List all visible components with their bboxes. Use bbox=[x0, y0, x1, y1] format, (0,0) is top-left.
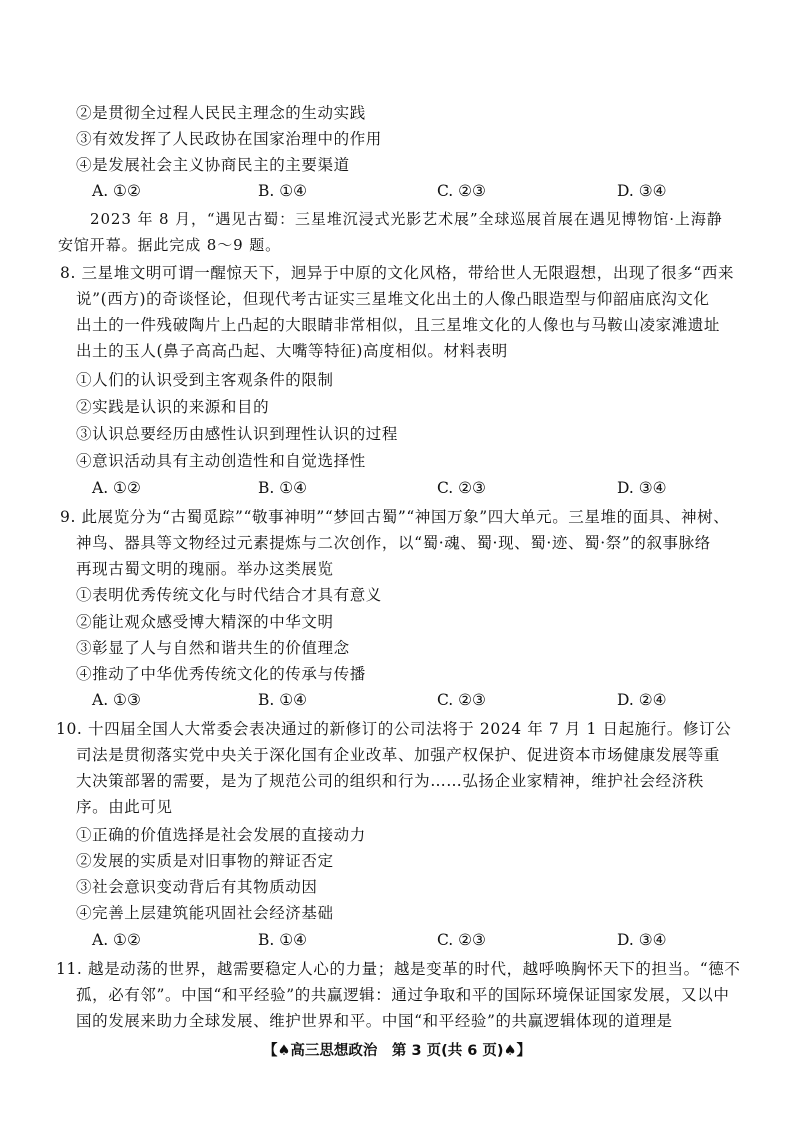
q10-options bbox=[0, 930, 794, 950]
option-c: C. ②③ bbox=[437, 479, 486, 497]
intro-line-2: 安馆开幕。据此完成 8～9 题。 bbox=[58, 236, 282, 254]
q9-choice-1: ①表明优秀传统文化与时代结合才具有意义 bbox=[76, 586, 382, 604]
q8-choice-1: ①人们的认识受到主客观条件的限制 bbox=[76, 371, 334, 389]
option-c: C. ②③ bbox=[437, 931, 486, 949]
q8-choice-4: ④意识活动具有主动创造性和自觉选择性 bbox=[76, 452, 366, 470]
q10-choice-4: ④完善上层建筑能巩固社会经济基础 bbox=[76, 904, 334, 922]
option-a: A. ①② bbox=[92, 479, 141, 497]
q10-stem-line-4: 序。由此可见 bbox=[76, 798, 173, 816]
q8-stem-line-4: 出土的玉人(鼻子高高凸起、大嘴等特征)高度相似。材料表明 bbox=[76, 342, 508, 360]
q9-stem-line-2: 神鸟、器具等文物经过元素提炼与二次创作，以“蜀·魂、蜀·现、蜀·迹、蜀·祭”的叙事脉络 bbox=[76, 534, 711, 552]
intro-line-1: 2023 年 8 月，“遇见古蜀：三星堆沉浸式光影艺术展”全球巡展首展在遇见博物馆·上海静 bbox=[90, 210, 723, 228]
q7-choice-3: ③有效发挥了人民政协在国家治理中的作用 bbox=[76, 130, 382, 148]
q8-choice-3: ③认识总要经历由感性认识到理性认识的过程 bbox=[76, 425, 399, 443]
q8-stem-line-3: 出土的一件残破陶片上凸起的大眼睛非常相似，且三星堆文化的人像也与马鞍山凌家滩遗址 bbox=[76, 316, 721, 334]
q10-choice-3: ③社会意识变动背后有其物质动因 bbox=[76, 878, 318, 896]
page-footer: 【♠高三思想政治 第 3 页(共 6 页)♠】 bbox=[262, 1043, 532, 1059]
q10-stem-line-3: 大决策部署的需要，是为了规范公司的组织和行为……弘扬企业家精神，维护社会经济秩 bbox=[76, 772, 704, 790]
q7-options bbox=[0, 181, 794, 201]
q9-stem-line-1: 9. 此展览分为“古蜀觅踪”“敬事神明”“梦回古蜀”“神国万象”四大单元。三星堆的面具、神树、 bbox=[60, 508, 730, 526]
option-b: B. ①④ bbox=[258, 691, 308, 709]
q10-choice-1: ①正确的价值选择是社会发展的直接动力 bbox=[76, 826, 366, 844]
q9-options bbox=[0, 690, 794, 710]
q11-stem-line-1: 11. 越是动荡的世界，越需要稳定人心的力量；越是变革的时代，越呼唤胸怀天下的担当。“德不 bbox=[56, 960, 741, 978]
option-d: D. ③④ bbox=[617, 931, 667, 949]
option-d: D. ③④ bbox=[617, 182, 667, 200]
q11-stem-line-2: 孤，必有邻”。中国“和平经验”的共赢逻辑：通过争取和平的国际环境保证国家发展，又以中 bbox=[76, 986, 730, 1004]
q10-stem-line-2: 司法是贯彻落实党中央关于深化国有企业改革、加强产权保护、促进资本市场健康发展等重 bbox=[76, 746, 721, 764]
option-b: B. ①④ bbox=[258, 182, 308, 200]
option-d: D. ②④ bbox=[617, 691, 667, 709]
q8-options bbox=[0, 478, 794, 498]
option-a: A. ①③ bbox=[92, 691, 141, 709]
option-c: C. ②③ bbox=[437, 182, 486, 200]
q9-choice-2: ②能让观众感受博大精深的中华文明 bbox=[76, 613, 334, 631]
option-a: A. ①② bbox=[92, 931, 141, 949]
q9-stem-line-3: 再现古蜀文明的瑰丽。举办这类展览 bbox=[76, 560, 334, 578]
q7-choice-2: ②是贯彻全过程人民民主理念的生动实践 bbox=[76, 104, 366, 122]
q8-stem-line-1: 8. 三星堆文明可谓一醒惊天下，迥异于中原的文化风格，带给世人无限遐想，出现了很多“西来 bbox=[60, 264, 735, 282]
option-c: C. ②③ bbox=[437, 691, 486, 709]
option-b: B. ①④ bbox=[258, 931, 308, 949]
option-b: B. ①④ bbox=[258, 479, 308, 497]
option-a: A. ①② bbox=[92, 182, 141, 200]
option-d: D. ③④ bbox=[617, 479, 667, 497]
q10-choice-2: ②发展的实质是对旧事物的辩证否定 bbox=[76, 852, 334, 870]
q10-stem-line-1: 10. 十四届全国人大常委会表决通过的新修订的公司法将于 2024 年 7 月 1 日起施行。修订公 bbox=[56, 720, 732, 738]
q9-choice-3: ③彰显了人与自然和谐共生的价值理念 bbox=[76, 639, 350, 657]
q11-stem-line-3: 国的发展来助力全球发展、维护世界和平。中国“和平经验”的共赢逻辑体现的道理是 bbox=[76, 1012, 673, 1030]
q9-choice-4: ④推动了中华优秀传统文化的传承与传播 bbox=[76, 665, 366, 683]
q8-choice-2: ②实践是认识的来源和目的 bbox=[76, 398, 270, 416]
q8-stem-line-2: 说”(西方)的奇谈怪论，但现代考古证实三星堆文化出土的人像凸眼造型与仰韶庙底沟文化 bbox=[76, 290, 710, 308]
q7-choice-4: ④是发展社会主义协商民主的主要渠道 bbox=[76, 156, 350, 174]
